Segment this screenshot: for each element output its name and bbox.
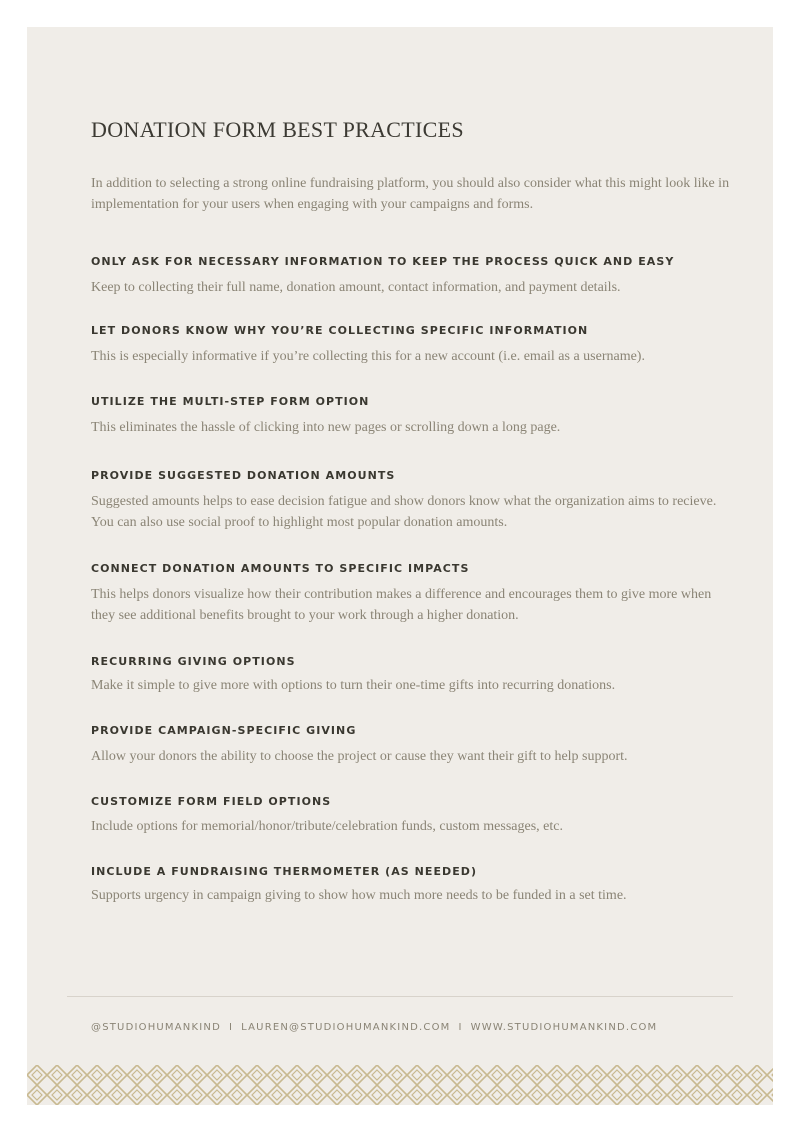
- footer-divider: [67, 996, 733, 997]
- practice-section: [91, 724, 731, 767]
- diamond-pattern-border: [27, 1065, 773, 1105]
- section-body: Allow your donors the ability to choose the project or cause they want their gift to help support.: [91, 749, 628, 764]
- website-link[interactable]: WWW.STUDIOHUMANKIND.COM: [470, 1022, 658, 1033]
- section-heading: CUSTOMIZE FORM FIELD OPTIONS: [91, 795, 332, 808]
- section-heading: LET DONORS KNOW WHY YOU’RE COLLECTING SPECIFIC INFORMATION: [91, 324, 589, 337]
- section-heading: UTILIZE THE MULTI-STEP FORM OPTION: [91, 395, 370, 408]
- practice-section: [91, 562, 731, 626]
- section-body: Supports urgency in campaign giving to show how much more needs to be funded in a set time.: [91, 888, 627, 903]
- footer-separator: I: [458, 1022, 463, 1033]
- section-body: Keep to collecting their full name, donation amount, contact information, and payment details.: [91, 280, 621, 295]
- section-heading: PROVIDE CAMPAIGN-SPECIFIC GIVING: [91, 724, 357, 737]
- practice-section: [91, 655, 731, 696]
- practice-section: [91, 469, 731, 533]
- footer-separator: I: [228, 1022, 234, 1033]
- section-body: Make it simple to give more with options to turn their one-time gifts into recurring donations.: [91, 678, 616, 693]
- practice-section: [91, 865, 731, 906]
- practice-section: [91, 324, 731, 367]
- footer-contact: [91, 1022, 731, 1033]
- intro-paragraph: In addition to selecting a strong online fundraising platform, you should also consider what this might look like in implementation for your users when engaging with your campaigns and forms.: [91, 176, 730, 212]
- section-body: Suggested amounts helps to ease decision fatigue and show donors know what the organization aims to recieve. You can also use social proof to highlight most popular donation amounts.: [91, 494, 717, 530]
- section-body: This eliminates the hassle of clicking into new pages or scrolling down a long page.: [91, 420, 561, 435]
- practice-section: [91, 255, 731, 298]
- instagram-handle-link[interactable]: @STUDIOHUMANKIND: [91, 1022, 221, 1033]
- section-heading: PROVIDE SUGGESTED DONATION AMOUNTS: [91, 469, 396, 482]
- section-body: This helps donors visualize how their contribution makes a difference and encourages them to give more when they see additional benefits brought to your work through a higher donation.: [91, 587, 712, 623]
- practice-section: [91, 795, 731, 837]
- section-heading: CONNECT DONATION AMOUNTS TO SPECIFIC IMPACTS: [91, 562, 470, 575]
- section-body: This is especially informative if you’re collecting this for a new account (i.e. email as a username).: [91, 349, 645, 364]
- email-link[interactable]: LAUREN@STUDIOHUMANKIND.COM: [241, 1022, 451, 1033]
- section-heading: RECURRING GIVING OPTIONS: [91, 655, 296, 668]
- practice-section: [91, 395, 731, 438]
- document-page: [27, 27, 773, 1105]
- page-title: DONATION FORM BEST PRACTICES: [91, 117, 464, 142]
- section-body: Include options for memorial/honor/tribute/celebration funds, custom messages, etc.: [91, 819, 563, 834]
- section-heading: ONLY ASK FOR NECESSARY INFORMATION TO KEEP THE PROCESS QUICK AND EASY: [91, 255, 675, 268]
- section-heading: INCLUDE A FUNDRAISING THERMOMETER (AS NEEDED): [91, 865, 478, 878]
